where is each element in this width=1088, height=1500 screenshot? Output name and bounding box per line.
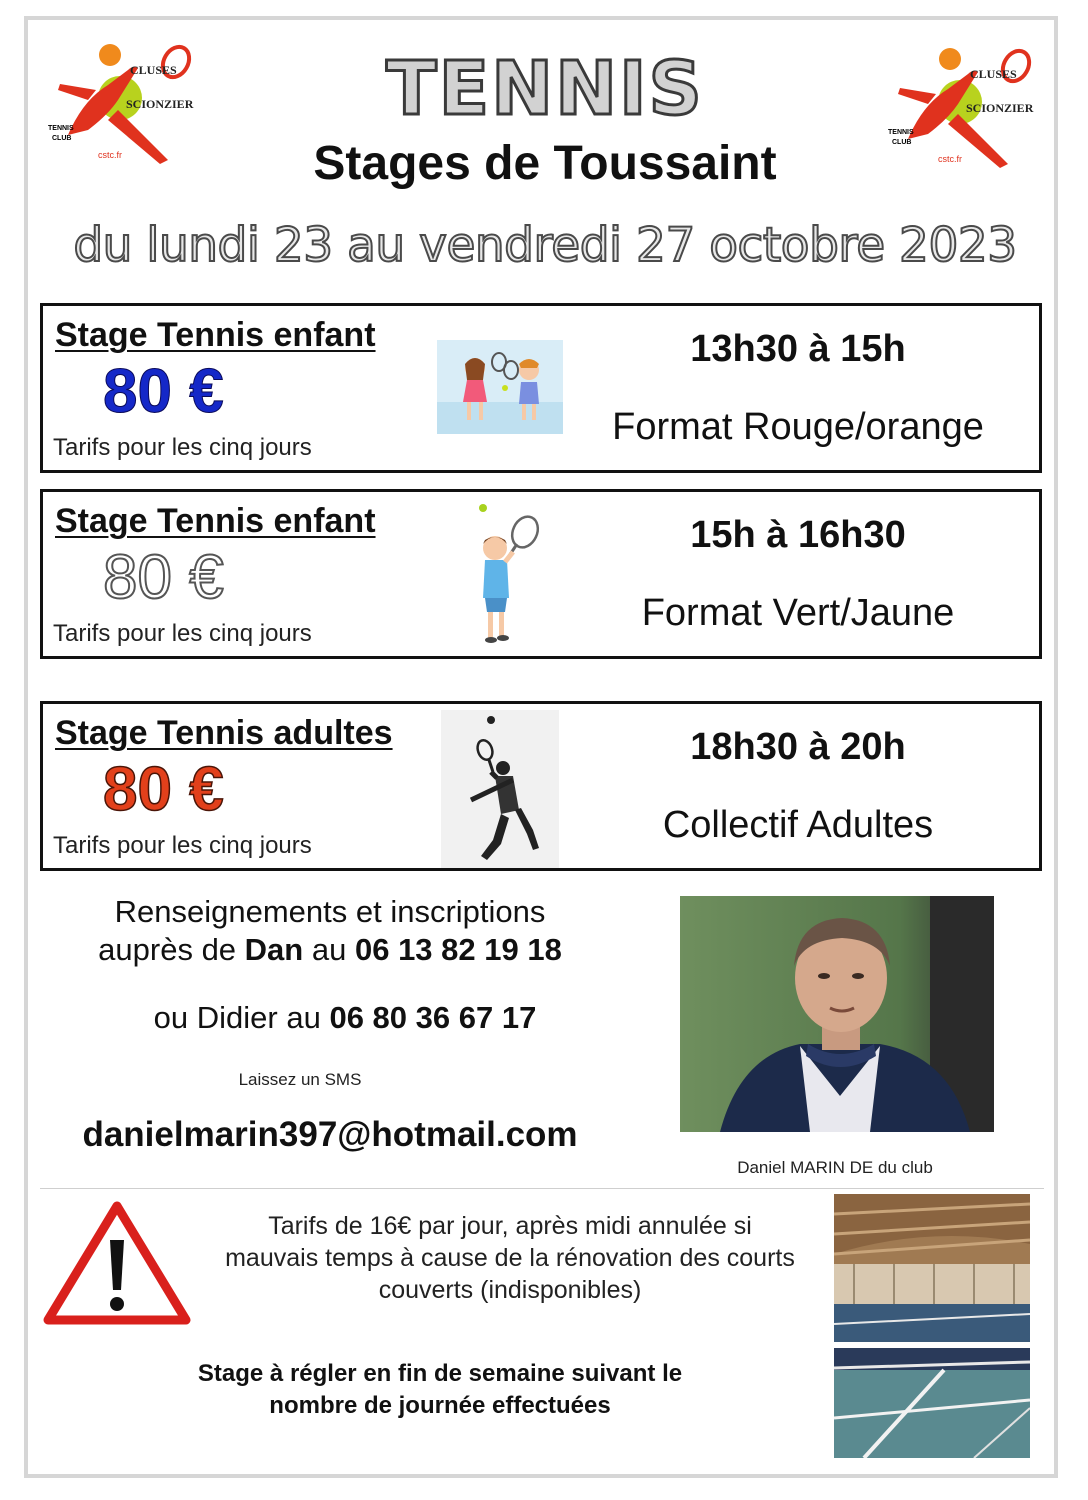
stage-format: Format Vert/Jaune <box>641 592 955 634</box>
stage-time: 15h à 16h30 <box>690 514 906 556</box>
stage-price: 80 € <box>103 543 224 612</box>
club-logo-right <box>888 44 1038 174</box>
boy-tennis-illustration <box>457 500 547 650</box>
logo-text-line4: CLUB <box>52 135 72 142</box>
poster-title: TENNIS <box>386 46 704 132</box>
stage-title: Stage Tennis enfant <box>55 502 376 540</box>
court-surface-photo <box>834 1348 1030 1458</box>
stage-format: Collectif Adultes <box>662 804 934 846</box>
logo-text-line2: SCIONZIER <box>966 101 1034 115</box>
contact-name: Dan <box>244 932 304 967</box>
stage-price-note: Tarifs pour les cinq jours <box>53 434 312 461</box>
logo-site: cstc.fr <box>98 150 122 160</box>
contact-line-1: Renseignements et inscriptions <box>114 894 546 929</box>
contact-phone-dan[interactable]: 06 13 82 19 18 <box>354 932 562 967</box>
logo-text-line2: SCIONZIER <box>126 97 194 111</box>
stage-card-1 <box>40 303 1042 473</box>
logo-text-line4: CLUB <box>892 139 912 146</box>
coach-photo <box>680 896 994 1132</box>
stage-price: 80 € <box>103 755 224 824</box>
stage-title: Stage Tennis enfant <box>55 316 376 354</box>
contact-line-2 <box>40 932 620 968</box>
stage-price-note: Tarifs pour les cinq jours <box>53 620 312 647</box>
stage-price-note: Tarifs pour les cinq jours <box>53 832 312 859</box>
adult-serve-silhouette <box>441 710 559 868</box>
logo-text-line3: TENNIS <box>48 125 74 132</box>
poster-subtitle: Stages de Toussaint <box>313 137 777 190</box>
indoor-court-photo <box>834 1194 1030 1342</box>
section-divider <box>40 1188 1044 1189</box>
contact-prefix-didier: ou Didier au <box>153 1000 330 1035</box>
contact-prefix: auprès de <box>98 932 245 967</box>
stage-time: 18h30 à 20h <box>690 726 906 768</box>
logo-site: cstc.fr <box>938 154 962 164</box>
contact-phone-didier[interactable]: 06 80 36 67 17 <box>329 1000 537 1035</box>
stage-dates: du lundi 23 au vendredi 27 octobre 2023 <box>73 218 1017 273</box>
contact-email[interactable]: danielmarin397@hotmail.com <box>82 1115 578 1154</box>
notice-text: Tarifs de 16€ par jour, après midi annulée si mauvais temps à cause de la rénovation des courts couverts (indisponibles) <box>225 1212 795 1304</box>
stage-time: 13h30 à 15h <box>690 328 906 370</box>
warning-icon <box>42 1198 192 1328</box>
stage-format: Format Rouge/orange <box>612 406 984 448</box>
kids-tennis-illustration <box>437 340 563 434</box>
club-logo-left <box>48 40 198 170</box>
contact-line-3 <box>50 1000 640 1036</box>
stage-title: Stage Tennis adultes <box>55 714 393 752</box>
stage-card-2 <box>40 489 1042 659</box>
logo-text-line3: TENNIS <box>888 129 914 136</box>
sms-note: Laissez un SMS <box>238 1070 362 1089</box>
logo-text-line1: CLUSES <box>130 63 177 77</box>
logo-text-line1: CLUSES <box>970 67 1017 81</box>
photo-caption: Daniel MARIN DE du club <box>737 1158 933 1177</box>
stage-card-3 <box>40 701 1042 871</box>
contact-mid: au <box>303 932 355 967</box>
stage-price: 80 € <box>103 357 224 426</box>
payment-note: Stage à régler en fin de semaine suivant le nombre de journée effectuées <box>197 1360 683 1419</box>
